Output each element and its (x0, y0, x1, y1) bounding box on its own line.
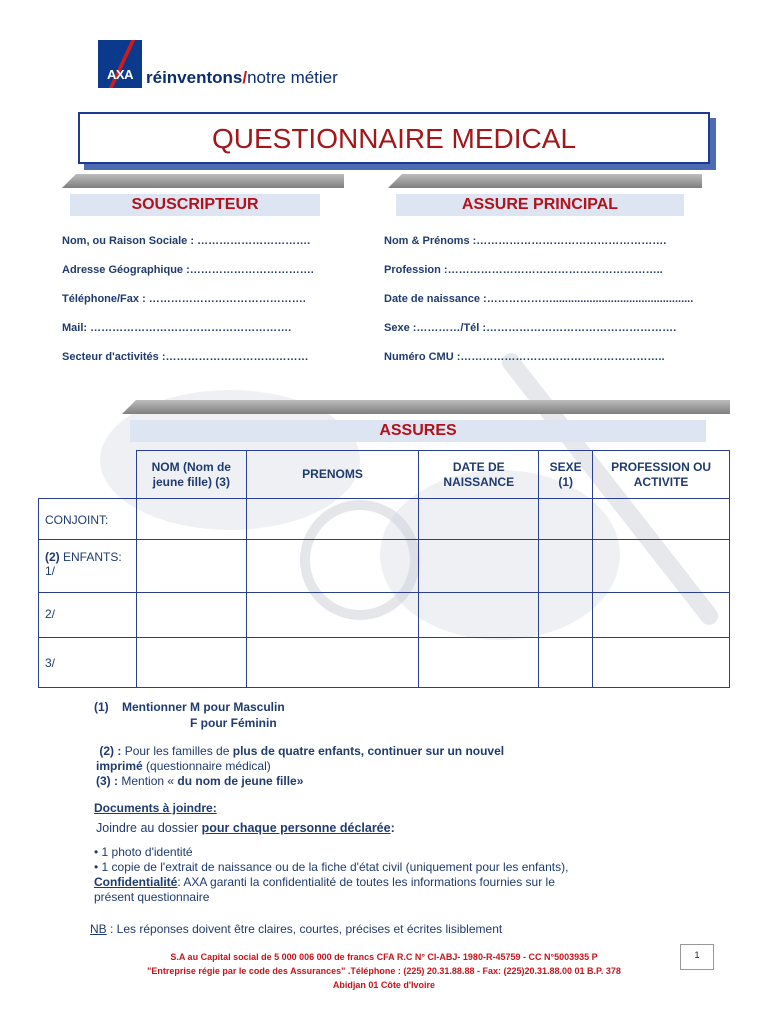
footer-line-3: Abidjan 01 Côte d'Ivoire (332, 980, 436, 990)
title-box (78, 112, 710, 164)
assure-principal-heading: ASSURE PRINCIPAL (396, 194, 684, 216)
assures-ribbon (122, 400, 730, 414)
document-item-extrait: • 1 copie de l'extrait de naissance ou de la fiche d'état civil (uniquement pour les enfants), (94, 860, 569, 874)
enfants-label: ENFANTS: (63, 550, 122, 564)
cell-conjoint-date[interactable] (419, 499, 539, 540)
footer-line-2: "Entreprise régie par le code des Assurances" .Téléphone : (225) 20.31.88.88 - Fax: (225)20.31.88.00 01 B.P. 378 (147, 966, 621, 976)
row-label-enfant-1 (39, 540, 137, 593)
souscripteur-adresse-field[interactable]: Adresse Géographique :……………………………. (62, 264, 314, 276)
assures-table (38, 450, 730, 688)
assure-nom-field[interactable]: Nom & Prénoms :……………………………………………. (384, 235, 667, 247)
cell-enfant1-sexe[interactable] (539, 540, 593, 593)
col-header-nom: NOM (Nom de jeune fille) (3) (136, 451, 246, 499)
col-header-sexe: SEXE (1) (539, 451, 593, 499)
cell-enfant2-date[interactable] (419, 593, 539, 638)
enfant-1-label: 1/ (45, 564, 56, 578)
cell-enfant2-sexe[interactable] (539, 593, 593, 638)
souscripteur-ribbon (62, 174, 344, 188)
assure-sexe-tel-field[interactable]: Sexe :…………/Tél :……………………………………………. (384, 322, 677, 334)
cell-enfant1-nom[interactable] (136, 540, 246, 593)
assure-cmu-field[interactable]: Numéro CMU :……………………………………………….. (384, 351, 665, 363)
row-label-conjoint: CONJOINT: (39, 499, 137, 540)
cell-enfant2-prenoms[interactable] (246, 593, 419, 638)
assures-heading: ASSURES (130, 420, 706, 442)
enfants-note-ref: (2) (45, 550, 60, 564)
documents-title: Documents à joindre: (94, 801, 217, 815)
souscripteur-secteur-field[interactable]: Secteur d'activités :………………………………… (62, 351, 309, 363)
axa-logo: AXA (98, 40, 142, 88)
assure-principal-ribbon (388, 174, 702, 188)
cell-enfant1-prenoms[interactable] (246, 540, 419, 593)
table-corner (39, 451, 137, 499)
cell-conjoint-nom[interactable] (136, 499, 246, 540)
assure-naissance-field[interactable]: Date de naissance :……………….............................................. (384, 293, 694, 305)
slogan: réinventons/notre métier (146, 68, 338, 87)
cell-conjoint-sexe[interactable] (539, 499, 593, 540)
note-1: (1) Mentionner M pour Masculin (94, 700, 285, 714)
nb-note: NB : Les réponses doivent être claires, courtes, précises et écrites lisiblement (90, 922, 503, 936)
col-header-profession: PROFESSION OU ACTIVITE (593, 451, 730, 499)
footer-line-1: S.A au Capital social de 5 000 006 000 de francs CFA R.C N° CI-ABJ- 1980-R-45759 - CC N°5003935 P (170, 952, 598, 962)
cell-enfant3-nom[interactable] (136, 638, 246, 688)
cell-enfant1-profession[interactable] (593, 540, 730, 593)
cell-enfant1-date[interactable] (419, 540, 539, 593)
row-label-enfant-3: 3/ (39, 638, 137, 688)
page-number: 1 (680, 944, 714, 970)
confidentialite: Confidentialité: AXA garanti la confidentialité de toutes les informations fournies sur le présent questionnaire (94, 875, 555, 904)
cell-enfant2-nom[interactable] (136, 593, 246, 638)
note-2: (2) : Pour les familles de plus de quatre enfants, continuer sur un nouvel imprimé (questionnaire médical) (3) : Mention « du nom de jeune fille» (96, 744, 505, 788)
cell-enfant3-profession[interactable] (593, 638, 730, 688)
cell-conjoint-prenoms[interactable] (246, 499, 419, 540)
cell-enfant2-profession[interactable] (593, 593, 730, 638)
documents-intro: Joindre au dossier pour chaque personne déclarée: (96, 821, 395, 835)
cell-enfant3-prenoms[interactable] (246, 638, 419, 688)
souscripteur-mail-field[interactable]: Mail: ………………………………………………. (62, 322, 292, 334)
col-header-date: DATE DE NAISSANCE (419, 451, 539, 499)
row-label-enfant-2: 2/ (39, 593, 137, 638)
cell-enfant3-sexe[interactable] (539, 638, 593, 688)
souscripteur-nom-field[interactable]: Nom, ou Raison Sociale : …………………………. (62, 235, 311, 247)
cell-enfant3-date[interactable] (419, 638, 539, 688)
document-item-photo: • 1 photo d'identité (94, 845, 193, 859)
note-1-feminin: F pour Féminin (190, 716, 277, 730)
col-header-prenoms: PRENOMS (246, 451, 419, 499)
cell-conjoint-profession[interactable] (593, 499, 730, 540)
souscripteur-heading: SOUSCRIPTEUR (70, 194, 320, 216)
assure-profession-field[interactable]: Profession :………………………………………………….. (384, 264, 663, 276)
page-title: QUESTIONNAIRE MEDICAL (211, 123, 577, 154)
souscripteur-telephone-field[interactable]: Téléphone/Fax : ……………………………………. (62, 293, 306, 305)
